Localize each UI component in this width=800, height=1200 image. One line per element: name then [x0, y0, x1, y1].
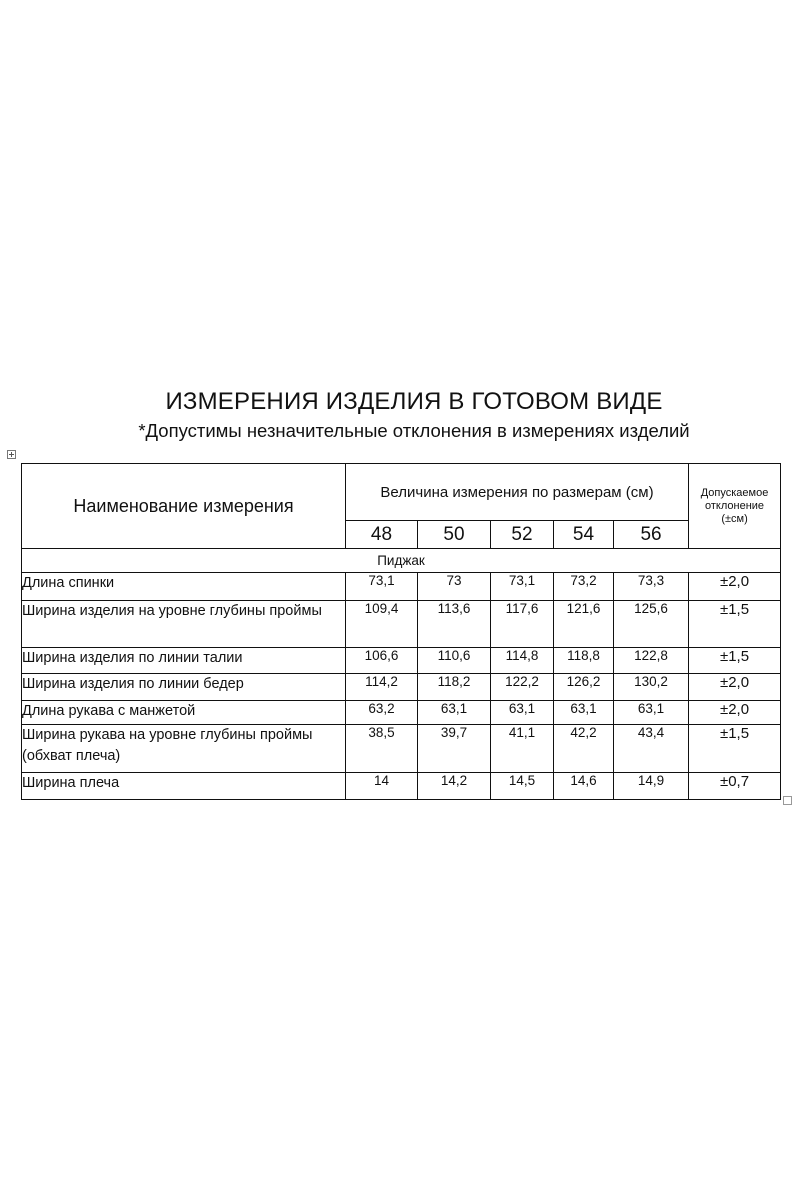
document-title: ИЗМЕРЕНИЯ ИЗДЕЛИЯ В ГОТОВОМ ВИДЕ [165, 388, 663, 415]
measurement-value: 63,1 [614, 701, 689, 725]
measurement-value: 39,7 [418, 725, 491, 773]
measurement-value: 121,6 [554, 601, 614, 648]
measurement-value: 43,4 [614, 725, 689, 773]
table-row [22, 573, 781, 601]
size-54: 54 [554, 521, 614, 549]
measurement-value: 125,6 [614, 601, 689, 648]
table-row [22, 601, 781, 648]
header-row [22, 464, 781, 521]
measurement-name: Длина спинки [22, 573, 346, 601]
measurement-name: Ширина изделия на уровне глубины проймы [22, 601, 346, 648]
size-52: 52 [491, 521, 554, 549]
measurement-value: 106,6 [346, 648, 418, 674]
measurement-value: 73,3 [614, 573, 689, 601]
measurement-value: 122,8 [614, 648, 689, 674]
measurement-value: 14,9 [614, 773, 689, 800]
table-row [22, 674, 781, 701]
measurement-value: 41,1 [491, 725, 554, 773]
measurement-value: 73,2 [554, 573, 614, 601]
measurement-value: 14 [346, 773, 418, 800]
tolerance-value: ±1,5 [689, 725, 781, 773]
measurement-value: 63,1 [554, 701, 614, 725]
tolerance-value: ±2,0 [689, 701, 781, 725]
measurement-value: 117,6 [491, 601, 554, 648]
measurement-name-header: Наименование измерения [22, 464, 346, 549]
measurement-value-header: Величина измерения по размерам (см) [346, 464, 689, 521]
measurement-value: 118,2 [418, 674, 491, 701]
measurement-name: Длина рукава с манжетой [22, 701, 346, 725]
measurement-value: 14,5 [491, 773, 554, 800]
table-move-handle-icon[interactable] [7, 450, 16, 459]
tolerance-header-line1: Допускаемое [700, 486, 769, 499]
tolerance-value: ±0,7 [689, 773, 781, 800]
table-row [22, 725, 781, 773]
measurement-value: 63,1 [491, 701, 554, 725]
table-row [22, 773, 781, 800]
tolerance-value: ±1,5 [689, 648, 781, 674]
measurement-value: 130,2 [614, 674, 689, 701]
measurement-value: 63,2 [346, 701, 418, 725]
measurement-name: Ширина изделия по линии бедер [22, 674, 346, 701]
table-resize-handle-icon[interactable] [783, 796, 792, 805]
tolerance-value: ±2,0 [689, 573, 781, 601]
measurement-value: 14,6 [554, 773, 614, 800]
tolerance-header-line3: (±см) [721, 512, 748, 525]
size-50: 50 [418, 521, 491, 549]
section-row [22, 549, 781, 573]
measurement-value: 109,4 [346, 601, 418, 648]
measurement-value: 73,1 [346, 573, 418, 601]
measurement-value: 73 [418, 573, 491, 601]
measurement-value: 73,1 [491, 573, 554, 601]
size-48: 48 [346, 521, 418, 549]
section-label: Пиджак [22, 549, 781, 573]
tolerance-header [689, 464, 781, 549]
measurement-value: 113,6 [418, 601, 491, 648]
tolerance-value: ±1,5 [689, 601, 781, 648]
measurement-value: 38,5 [346, 725, 418, 773]
measurement-value: 114,2 [346, 674, 418, 701]
document-subtitle: *Допустимы незначительные отклонения в измерениях изделий [138, 420, 690, 441]
measurement-value: 14,2 [418, 773, 491, 800]
measurement-value: 114,8 [491, 648, 554, 674]
measurement-value: 126,2 [554, 674, 614, 701]
tolerance-header-line2: отклонение [705, 499, 765, 512]
size-56: 56 [614, 521, 689, 549]
table-row [22, 701, 781, 725]
table-row [22, 648, 781, 674]
measurement-value: 42,2 [554, 725, 614, 773]
measurement-value: 122,2 [491, 674, 554, 701]
measurement-value: 63,1 [418, 701, 491, 725]
tolerance-value: ±2,0 [689, 674, 781, 701]
measurement-name: Ширина изделия по линии талии [22, 648, 346, 674]
measurements-table [21, 463, 781, 800]
measurement-name: Ширина плеча [22, 773, 346, 800]
measurement-value: 118,8 [554, 648, 614, 674]
measurement-name: Ширина рукава на уровне глубины проймы (обхват плеча) [22, 725, 346, 773]
measurement-value: 110,6 [418, 648, 491, 674]
